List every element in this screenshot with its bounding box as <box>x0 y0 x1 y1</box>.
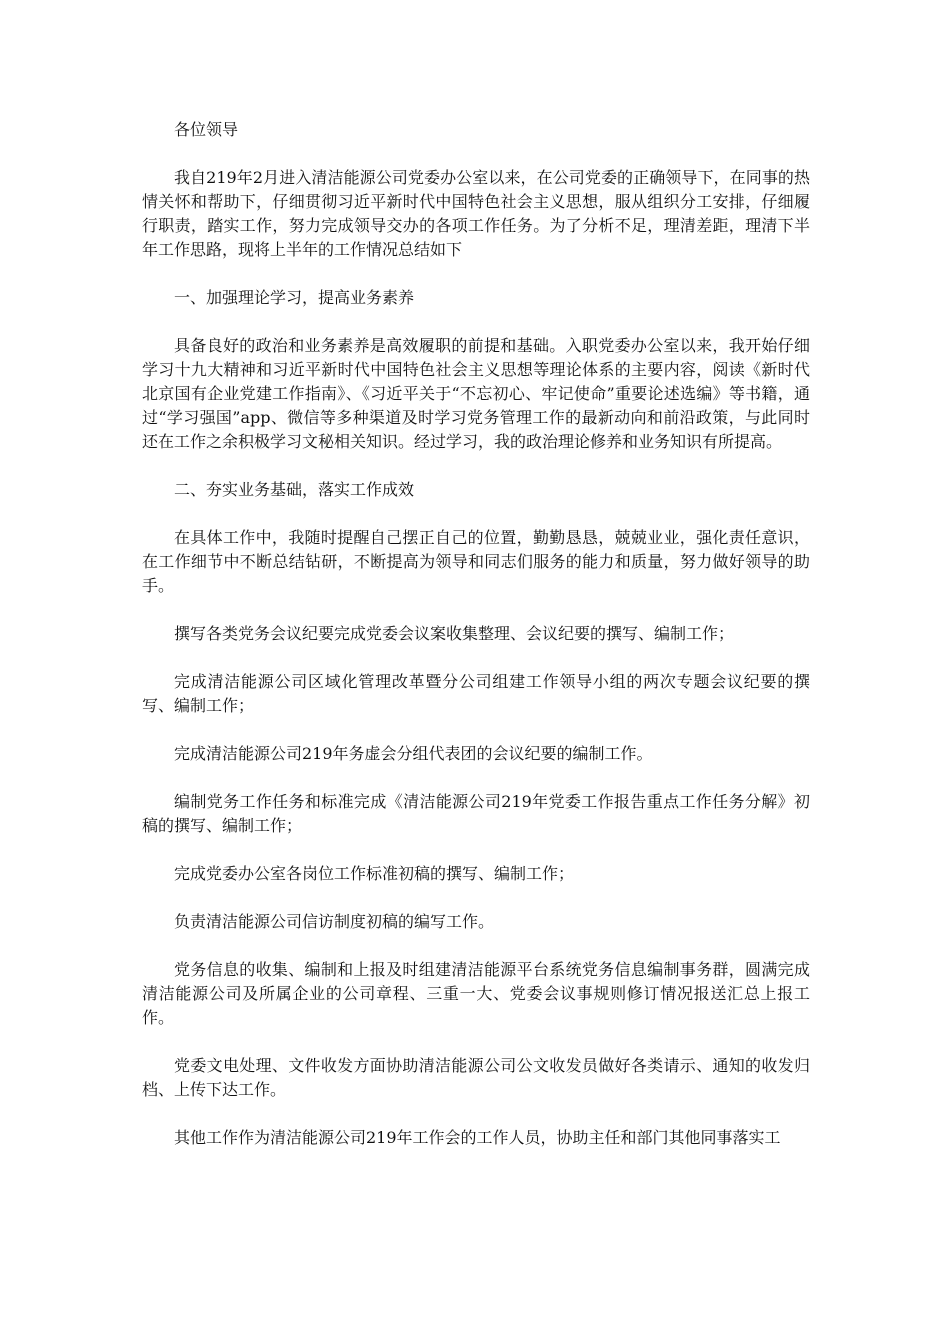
work-item-paragraph: 完成党委办公室各岗位工作标准初稿的撰写、编制工作； <box>174 864 575 883</box>
section-heading-1: 一、加强理论学习，提高业务素养 <box>174 288 415 307</box>
section-1-paragraph: 具备良好的政治和业务素养是高效履职的前提和基础。入职党委办公室以来，我开始仔细学习十九大精神和习近平新时代中国特色社会主义思想等理论体系的主要内容，阅读《新时代北京国有企业党建工作指南》、《习近平关于“不忘初心、牢记使命”重要论述选编》等书籍，通过“学习强国”app、微信等多种渠道及时学习党务管理工作的最新动向和前沿政策，与此同时还在工作之余积极学习文秘相关知识。经过学习，我的政治理论修养和业务知识有所提高。 <box>142 336 810 451</box>
work-item-paragraph: 撰写各类党务会议纪要完成党委会议案收集整理、会议纪要的撰写、编制工作； <box>174 624 735 643</box>
document-body <box>142 118 810 1174</box>
work-item-paragraph: 党务信息的收集、编制和上报及时组建清洁能源平台系统党务信息编制事务群，圆满完成清洁能源公司及所属企业的公司章程、三重一大、党委会议事规则修订情况报送汇总上报工作。 <box>142 960 810 1027</box>
section-2-paragraph: 在具体工作中，我随时提醒自己摆正自己的位置，勤勤恳恳，兢兢业业，强化责任意识，在工作细节中不断总结钻研，不断提高为领导和同志们服务的能力和质量，努力做好领导的助手。 <box>142 528 810 595</box>
salutation: 各位领导 <box>174 120 239 139</box>
work-item-paragraph: 负责清洁能源公司信访制度初稿的编写工作。 <box>174 912 495 931</box>
work-item-paragraph: 完成清洁能源公司区域化管理改革暨分公司组建工作领导小组的两次专题会议纪要的撰写、编制工作； <box>142 672 810 715</box>
work-item-paragraph: 完成清洁能源公司219年务虚会分组代表团的会议纪要的编制工作。 <box>174 744 653 763</box>
work-item-paragraph: 其他工作作为清洁能源公司219年工作会的工作人员，协助主任和部门其他同事落实工 <box>174 1128 781 1147</box>
section-heading-2: 二、夯实业务基础，落实工作成效 <box>174 480 415 499</box>
intro-paragraph: 我自219年2月进入清洁能源公司党委办公室以来，在公司党委的正确领导下，在同事的热情关怀和帮助下，仔细贯彻习近平新时代中国特色社会主义思想，服从组织分工安排，仔细履行职责，踏实工作，努力完成领导交办的各项工作任务。为了分析不足，理清差距，理清下半年工作思路，现将上半年的工作情况总结如下 <box>142 168 810 259</box>
work-item-paragraph: 党委文电处理、文件收发方面协助清洁能源公司公文收发员做好各类请示、通知的收发归档、上传下达工作。 <box>142 1056 810 1099</box>
work-item-paragraph: 编制党务工作任务和标准完成《清洁能源公司219年党委工作报告重点工作任务分解》初稿的撰写、编制工作； <box>142 792 810 835</box>
